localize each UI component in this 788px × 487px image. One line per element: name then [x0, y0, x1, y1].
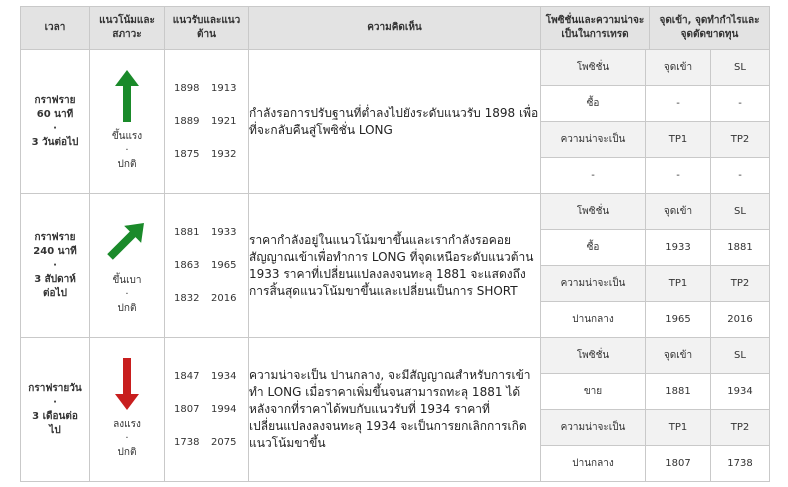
header-time: เวลา — [21, 7, 90, 50]
timeframe-cell — [21, 50, 90, 194]
trend-cell — [90, 194, 165, 338]
trend-label: ปกติ — [117, 303, 137, 314]
position-cell — [541, 194, 770, 338]
sr-pair — [165, 393, 248, 426]
entry-value: 1807 — [646, 446, 711, 482]
support-level: 1738 — [174, 437, 200, 448]
position-label: ปานกลาง — [541, 446, 646, 482]
entry-value: จุดเข้า — [646, 50, 711, 86]
position-cell — [541, 338, 770, 482]
position-label: ซื้อ — [541, 230, 646, 266]
header-position-entry — [541, 7, 770, 50]
timeframe-line: 60 นาที — [36, 108, 74, 120]
header-trend: แนวโน้มและสภาวะ — [90, 7, 165, 50]
timeframe-cell — [21, 194, 90, 338]
comment-cell: กำลังรอการปรับฐานที่ต่ำลงไปยังระดับแนวรับ 1898 เพื่อที่จะกลับคืนสู่โพซิชั่น LONG — [249, 50, 541, 194]
trend-cell — [90, 338, 165, 482]
resistance-level: 2016 — [211, 293, 237, 304]
position-row — [541, 266, 769, 302]
timeframe-line: · — [53, 259, 57, 271]
entry-value: 1881 — [646, 374, 711, 410]
position-row — [541, 446, 769, 482]
position-label: โพซิชั่น — [541, 338, 646, 374]
resistance-level: 1934 — [211, 371, 237, 382]
support-level: 1863 — [174, 260, 200, 271]
sr-pair — [165, 426, 248, 459]
up-arrow-icon — [107, 70, 147, 122]
position-label: ความน่าจะเป็น — [541, 266, 646, 302]
comment-cell: ราคากำลังอยู่ในแนวโน้มขาขึ้นและเรากำลังรอคอยสัญญาณเข้าเพื่อทำการ LONG ที่จุดเหนือระดับแนวต้าน 1933 ราคาที่เปลี่ยนแปลงลงจนทะลุ 1881 จะแสดงถึงการสิ้นสุดแนวโน้มขาขึ้นและเปลี่ยนเป็นการ SHORT — [249, 194, 541, 338]
sl-value: - — [711, 86, 770, 122]
position-row — [541, 374, 769, 410]
sr-pair — [165, 282, 248, 315]
timeframe-line: กราฟรายวัน — [28, 382, 82, 394]
sl-value: SL — [711, 50, 770, 86]
sr-pair — [165, 105, 248, 138]
timeframe-line: · — [53, 396, 57, 408]
support-level: 1807 — [174, 404, 200, 415]
support-resistance-cell — [165, 194, 249, 338]
resistance-level: 2075 — [211, 437, 237, 448]
signal-row — [21, 194, 770, 338]
sl-value: 1934 — [711, 374, 770, 410]
entry-value: - — [646, 86, 711, 122]
header-entry: จุดเข้า, จุดทำกำไรและจุดตัดขาดทุน — [659, 15, 760, 40]
position-row — [541, 158, 769, 194]
trend-label: ปกติ — [117, 447, 137, 458]
sr-pair — [165, 216, 248, 249]
trend-label: · — [125, 433, 129, 444]
support-level: 1889 — [174, 116, 200, 127]
position-label: ซื้อ — [541, 86, 646, 122]
entry-value: TP1 — [646, 410, 711, 446]
header-row — [21, 7, 770, 50]
sl-value: SL — [711, 338, 770, 374]
position-row — [541, 410, 769, 446]
resistance-level: 1933 — [211, 227, 237, 238]
timeframe-line: 3 วันต่อไป — [31, 136, 79, 148]
support-level: 1898 — [174, 83, 200, 94]
timeframe-line: กราฟราย — [34, 231, 76, 243]
trend-label: · — [125, 289, 129, 300]
entry-value: จุดเข้า — [646, 338, 711, 374]
signal-table — [20, 6, 770, 482]
entry-value: TP1 — [646, 122, 711, 158]
down-arrow-icon — [107, 358, 147, 410]
position-label: - — [541, 158, 646, 194]
support-resistance-cell — [165, 50, 249, 194]
timeframe-line: 240 นาที — [33, 245, 77, 257]
sr-pair — [165, 360, 248, 393]
sl-value: 1881 — [711, 230, 770, 266]
support-resistance-cell — [165, 338, 249, 482]
position-row — [541, 302, 769, 338]
position-label: โพซิชั่น — [541, 194, 646, 230]
resistance-level: 1921 — [211, 116, 237, 127]
timeframe-line: ไป — [49, 424, 61, 436]
position-label: ความน่าจะเป็น — [541, 122, 646, 158]
sl-value: 2016 — [727, 314, 753, 325]
header-position: โพซิชั่นและความน่าจะเป็นในการเทรด — [541, 7, 650, 49]
entry-value: จุดเข้า — [646, 194, 711, 230]
timeframe-line: ต่อไป — [43, 287, 67, 299]
header-comment: ความคิดเห็น — [249, 7, 541, 50]
position-cell — [541, 50, 770, 194]
entry-value: TP1 — [646, 266, 711, 302]
entry-value: 1965 — [646, 302, 711, 338]
position-row — [541, 230, 769, 266]
sl-value: - — [738, 170, 742, 181]
resistance-level: 1965 — [211, 260, 237, 271]
trend-label: ขึ้นแรง — [111, 131, 143, 142]
header-support-resistance: แนวรับและแนวต้าน — [165, 7, 249, 50]
timeframe-line: 3 สัปดาห์ — [34, 273, 76, 285]
position-label: ปานกลาง — [541, 302, 646, 338]
sr-pair — [165, 138, 248, 171]
signal-row — [21, 338, 770, 482]
timeframe-line: 3 เดือนต่อ — [32, 410, 78, 422]
trend-label: ขึ้นเบา — [112, 275, 142, 286]
trend-label: ปกติ — [117, 159, 137, 170]
resistance-level: 1994 — [211, 404, 237, 415]
sl-value: TP2 — [711, 266, 770, 302]
position-table — [541, 194, 769, 337]
position-row — [541, 194, 769, 230]
timeframe-line: · — [53, 122, 57, 134]
support-level: 1875 — [174, 149, 200, 160]
position-table — [541, 338, 769, 481]
sl-value: TP2 — [711, 122, 770, 158]
timeframe-cell — [21, 338, 90, 482]
position-row — [541, 122, 769, 158]
trend-cell — [90, 50, 165, 194]
position-label: โพซิชั่น — [541, 50, 646, 86]
timeframe-line: กราฟราย — [34, 94, 76, 106]
position-label: ขาย — [541, 374, 646, 410]
position-label: ความน่าจะเป็น — [541, 410, 646, 446]
sl-value: TP2 — [711, 410, 770, 446]
entry-value: 1933 — [646, 230, 711, 266]
position-table — [541, 50, 769, 193]
sr-pair — [165, 72, 248, 105]
support-level: 1847 — [174, 371, 200, 382]
sr-pair — [165, 249, 248, 282]
resistance-level: 1913 — [211, 83, 237, 94]
sl-value: SL — [711, 194, 770, 230]
signal-row — [21, 50, 770, 194]
support-level: 1832 — [174, 293, 200, 304]
position-row — [541, 50, 769, 86]
up-right-arrow-icon — [107, 214, 147, 266]
position-row — [541, 86, 769, 122]
position-row — [541, 338, 769, 374]
entry-value: - — [646, 158, 711, 194]
trend-label: ลงแรง — [113, 419, 141, 430]
sl-value: 1738 — [727, 458, 753, 469]
trend-label: · — [125, 145, 129, 156]
support-level: 1881 — [174, 227, 200, 238]
resistance-level: 1932 — [211, 149, 237, 160]
comment-cell: ความน่าจะเป็น ปานกลาง, จะมีสัญญาณสำหรับการเข้าทำ LONG เมื่อราคาเพิ่มขึ้นจนสามารถทะลุ 1881 ได้หลังจากที่ราคาได้พบกับแนวรับที่ 1934 ราคาที่เปลี่ยนแปลงลงจนทะลุ 1934 จะเป็นการยกเลิกการเกิดแนวโน้มขาขึ้น — [249, 338, 541, 482]
